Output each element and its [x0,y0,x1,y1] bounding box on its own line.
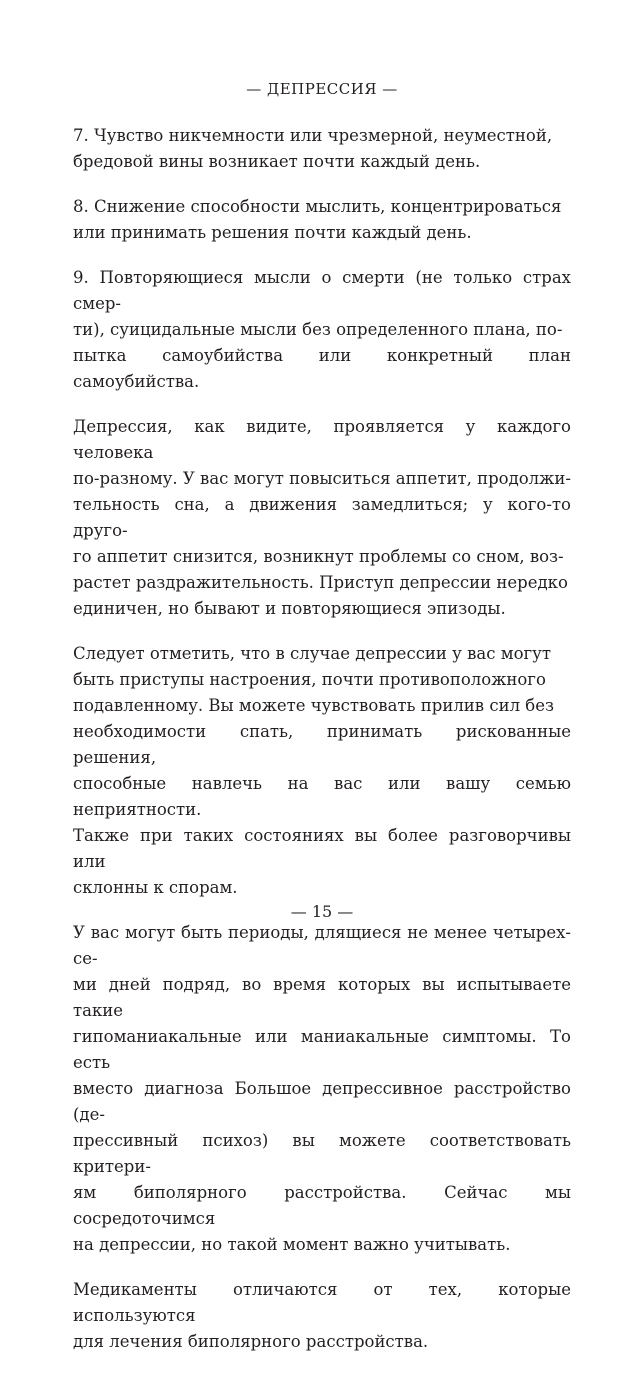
paragraph-bipolar-criteria: У вас могут быть периоды, длящиеся не менее четырех-се- ми дней подряд, во время которых вы испытываете такие гипоманиакальные или маниакальные симптомы. То есть вместо диагноза Большое депрессивное расстройство (де- прессивный психоз) вы можете соответствовать критери- ям биполярного расстройства. Сейчас мы сосредоточимся на депрессии, но такой момент важно учитывать. [73,923,571,1254]
list-item-7: 7. Чувство никчемности или чрезмерной, неуместной, бредовой вины возникает почти каждый день. [73,126,553,171]
paragraph-medication: Медикаменты отличаются от тех, которые используются для лечения биполярного расстройства. [73,1280,571,1351]
running-head: — ДЕПРЕССИЯ — [246,80,398,98]
page-number: — 15 — [290,902,354,921]
body-text [73,123,571,1374]
list-item-8: 8. Снижение способности мыслить, концентрироваться или принимать решения почти каждый день. [73,197,562,242]
paragraph-mood-episodes: Следует отметить, что в случае депрессии у вас могут быть приступы настроения, почти противоположного подавленному. Вы можете чувствовать прилив сил без необходимости спать, принимать рискованные решения, способные навлечь на вас или вашу семью неприятности. Также при таких состояниях вы более разговорчивы или склонны к спорам. [73,644,571,897]
paragraph-depression-varies: Депрессия, как видите, проявляется у каждого человека по-разному. У вас могут повыситься аппетит, продолжи- тельность сна, а движения замедлиться; у кого-то друго- го аппетит снизится, возникнут проблемы со сном, воз- растет раздражительность. Приступ депрессии нередко единичен, но бывают и повторяющиеся эпизоды. [73,417,571,618]
list-item-9: 9. Повторяющиеся мысли о смерти (не только страх смер- ти), суицидальные мысли без определенного плана, по- пытка самоубийства или конкретный план самоубийства. [73,268,571,391]
